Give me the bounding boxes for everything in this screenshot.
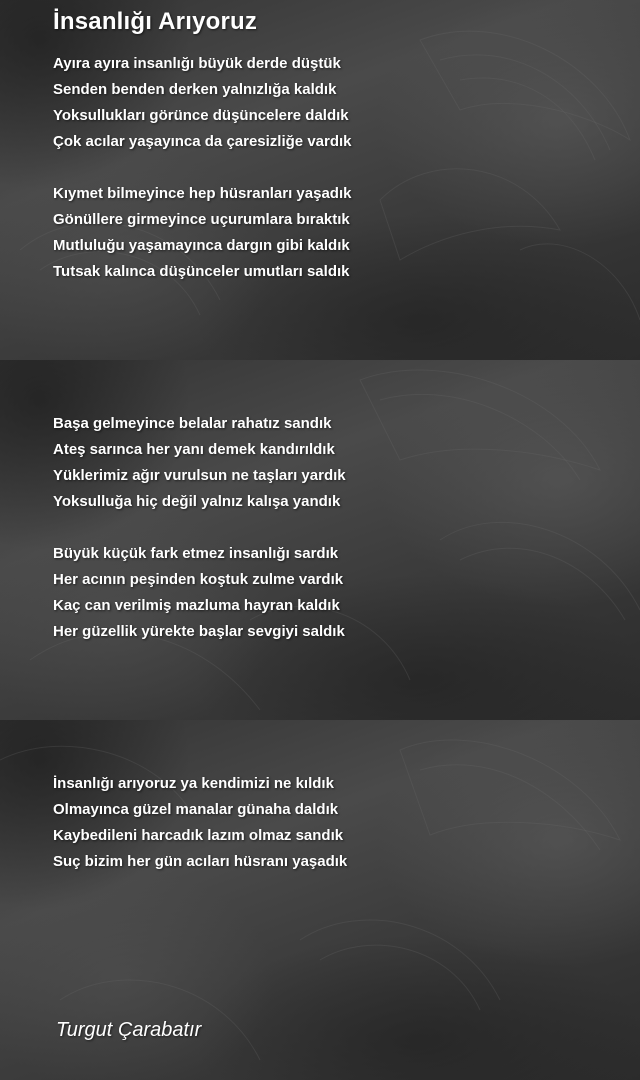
poem-line: Suç bizim her gün acıları hüsranı yaşadık	[53, 853, 348, 870]
poem-line: Yüklerimiz ağır vurulsun ne taşları yardık	[53, 467, 346, 484]
poem-line: Yoksullukları görünce düşüncelere daldık	[53, 107, 349, 124]
background-panel-top	[0, 0, 640, 360]
stanza-3	[53, 411, 346, 515]
poem-line: Kıymet bilmeyince hep hüsranları yaşadık	[53, 185, 352, 202]
stanza-5	[53, 771, 347, 875]
poem-title: İnsanlığı Arıyoruz	[53, 8, 258, 35]
poem-line: Kaybedileni harcadık lazım olmaz sandık	[53, 827, 344, 844]
stanza-4	[53, 541, 345, 645]
poem-line: Olmayınca güzel manalar günaha daldık	[53, 801, 339, 818]
stanza-2	[53, 181, 351, 285]
background-panel-bottom	[0, 720, 640, 1080]
poem-author: Turgut Çarabatır	[56, 1019, 202, 1041]
poem-line: Senden benden derken yalnızlığa kaldık	[53, 81, 337, 98]
background-panel-middle	[0, 360, 640, 720]
poem-line: Mutluluğu yaşamayınca dargın gibi kaldık	[53, 237, 350, 254]
poem-line: Kaç can verilmiş mazluma hayran kaldık	[53, 597, 340, 614]
poem-line: Her güzellik yürekte başlar sevgiyi saldık	[53, 623, 345, 640]
stanza-1	[53, 51, 352, 155]
poem-line: Büyük küçük fark etmez insanlığı sardık	[53, 545, 339, 562]
poem-line: İnsanlığı arıyoruz ya kendimizi ne kıldık	[53, 775, 334, 792]
poem-line: Ateş sarınca her yanı demek kandırıldık	[53, 441, 335, 458]
poem-line: Ayıra ayıra insanlığı büyük derde düştük	[53, 55, 341, 72]
poem-line: Tutsak kalınca düşünceler umutları saldık	[53, 263, 350, 280]
poem-line: Başa gelmeyince belalar rahatız sandık	[53, 415, 332, 432]
poem-line: Yoksulluğa hiç değil yalnız kalışa yandık	[53, 493, 341, 510]
poem-line: Gönüllere girmeyince uçurumlara bıraktık	[53, 211, 350, 228]
poem-line: Çok acılar yaşayınca da çaresizliğe vardık	[53, 133, 352, 150]
poem-line: Her acının peşinden koştuk zulme vardık	[53, 571, 344, 588]
